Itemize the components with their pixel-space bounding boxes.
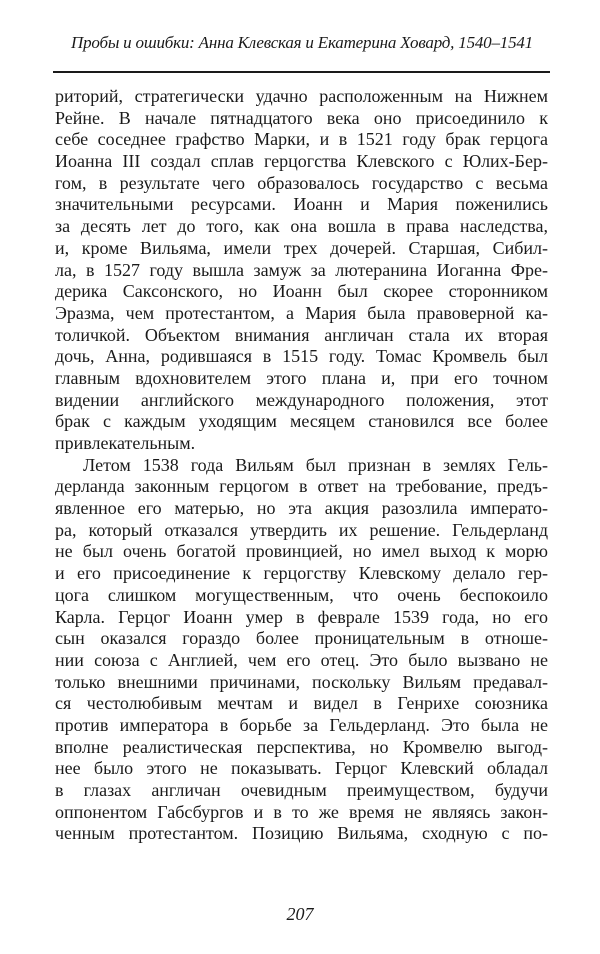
header-rule: [53, 71, 550, 73]
text-line: дерланда законным герцогом в ответ на требование, предъ-: [55, 476, 548, 497]
text-line: сын оказался гораздо более проницательным в отноше-: [55, 628, 548, 649]
text-line: ченным протестантом. Позицию Вильяма, сходную с по-: [55, 823, 548, 844]
text-line: привлекательным.: [55, 433, 196, 453]
text-line: не был очень богатой провинцией, но имел выход к морю: [55, 541, 548, 562]
text-line: себе соседнее графство Марки, и в 1521 году брак герцога: [55, 129, 548, 150]
text-line: и, кроме Вильяма, имели трех дочерей. Старшая, Сибил-: [55, 237, 548, 258]
text-line: дерика Саксонского, но Иоанн был скорее сторонником: [55, 281, 548, 302]
text-line: за десять лет до того, как она вошла в права наследства,: [55, 216, 548, 237]
text-line: нее было этого не показывать. Герцог Клевский обладал: [55, 758, 548, 779]
text-line: только внешними причинами, поскольку Вильям предавал-: [55, 671, 548, 692]
text-line: и его присоединение к герцогству Клевскому делало гер-: [55, 563, 548, 584]
text-line: Иоанна III создал сплав герцогства Клевского с Юлих-Бер-: [55, 151, 548, 172]
text-line: Карла. Герцог Иоанн умер в феврале 1539 года, но его: [55, 606, 548, 627]
text-line: нии союза с Англией, чем его отец. Это было вызвано не: [55, 649, 548, 670]
text-line: цога слишком могущественным, что очень беспокоило: [55, 584, 548, 605]
text-line: Летом 1538 года Вильям был признан в землях Гель-: [83, 454, 548, 475]
text-line: явленное его матерью, но эта акция разозлила императо-: [55, 498, 548, 519]
text-line: главным вдохновителем этого плана и, при его точном: [55, 367, 548, 388]
body-text: [55, 86, 548, 845]
text-line: брак с каждым уходящим месяцем становился все более: [55, 411, 548, 432]
text-line: гом, в результате чего образовалось государство с весьма: [55, 172, 548, 193]
running-header-title: Пробы и ошибки: Анна Клевская и Екатерина Ховард, 1540–1541: [71, 33, 533, 52]
text-line: Эразма, чем протестантом, а Мария была правоверной ка-: [55, 302, 548, 323]
text-line: толичкой. Объектом внимания англичан стала их вторая: [55, 324, 548, 345]
text-line: ла, в 1527 году вышла замуж за лютеранина Иоганна Фре-: [55, 259, 548, 280]
text-line: вполне реалистическая перспектива, но Кромвелю выгод-: [55, 736, 548, 757]
text-line: дочь, Анна, родившаяся в 1515 году. Томас Кромвель был: [55, 346, 548, 367]
text-line: ра, который отказался утвердить их решение. Гельдерланд: [55, 519, 548, 540]
text-line: Рейне. В начале пятнадцатого века оно присоединило к: [55, 107, 548, 128]
text-line: ся честолюбивым мечтам и видел в Генрихе союзника: [55, 693, 548, 714]
paragraph: [55, 86, 548, 455]
text-line: оппонентом Габсбургов и в то же время не являясь закон-: [55, 801, 548, 822]
paragraph: [55, 455, 548, 845]
page-number: 207: [286, 904, 314, 924]
text-line: видении английского международного положения, этот: [55, 389, 548, 410]
text-line: значительными ресурсами. Иоанн и Мария поженились: [55, 194, 548, 215]
text-line: риторий, стратегически удачно расположенным на Нижнем: [55, 86, 548, 106]
text-line: в глазах англичан очевидным преимуществом, будучи: [55, 780, 548, 800]
text-line: против императора в борьбе за Гельдерланд. Это была не: [55, 714, 548, 735]
